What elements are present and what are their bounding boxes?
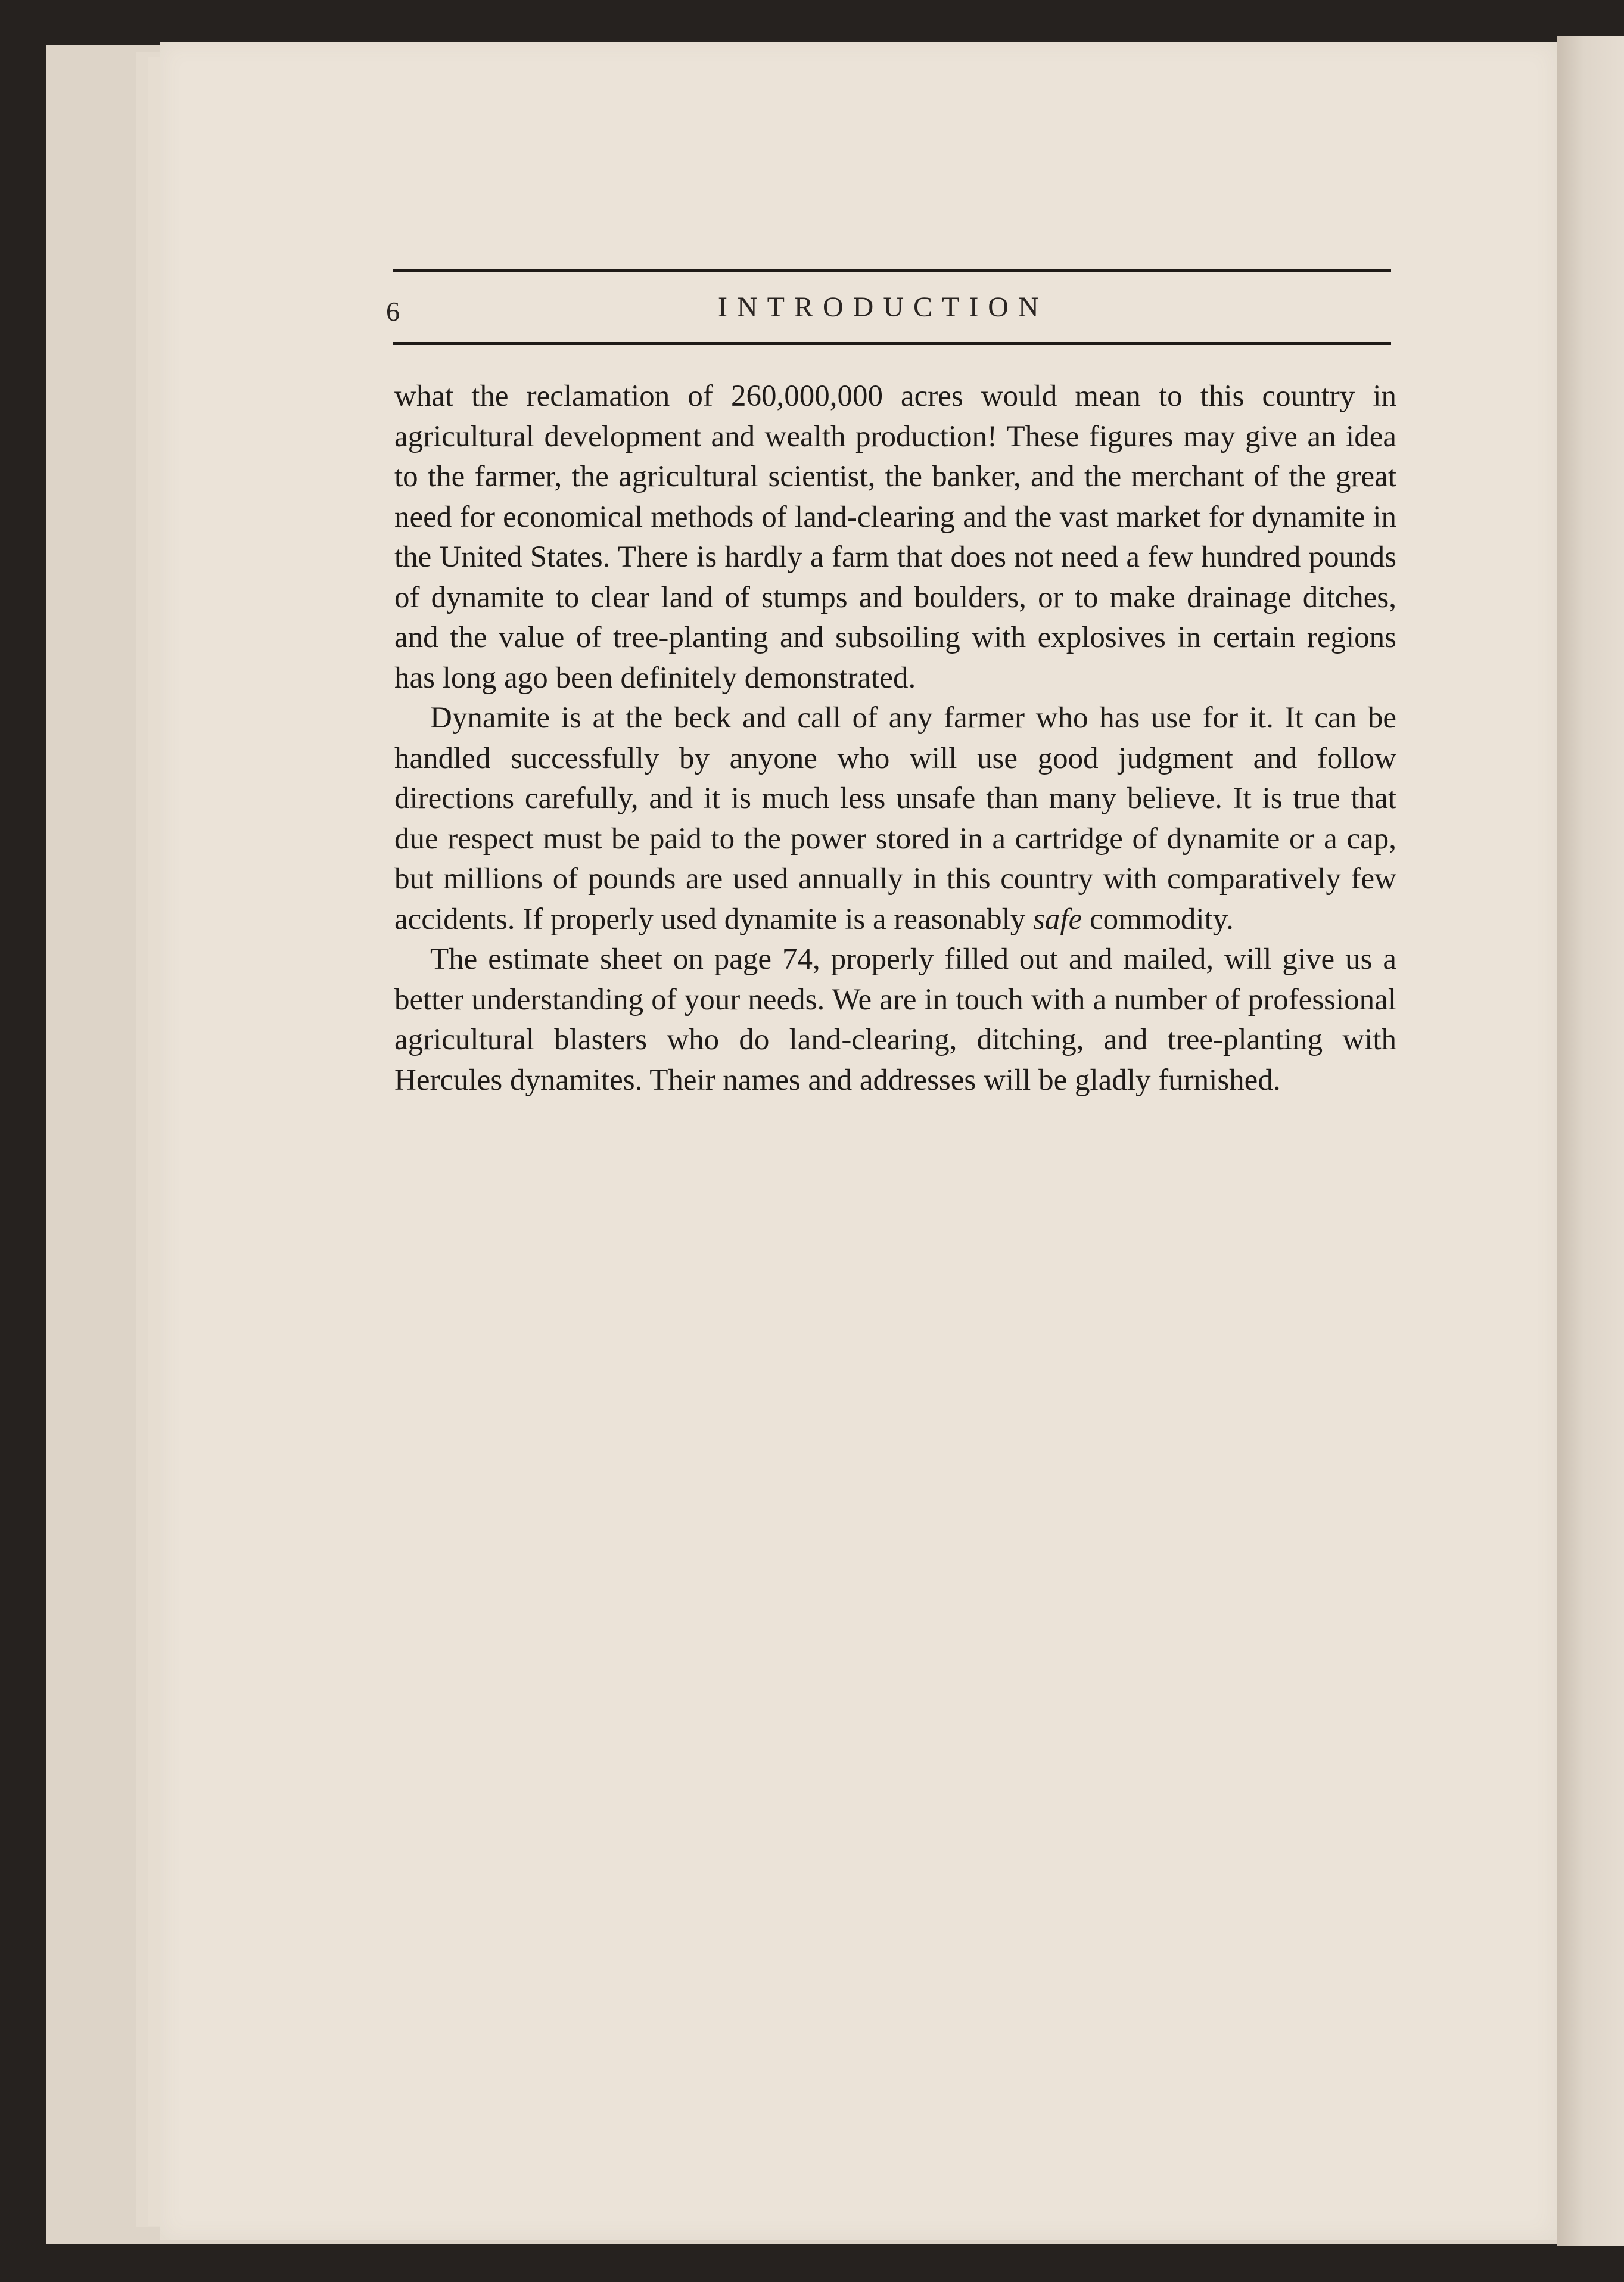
paragraph-1: what the reclamation of 260,000,000 acres would mean to this country in agricultural development and wealth production! These figures may give an idea to the farmer, the agricultural scientist, the banker, and the merchant of the great need for economical methods of land-clearing and the vast market for dynamite in the United States. There is hardly a farm that does not need a few hundred pounds of dynamite to clear land of stumps and boulders, or to make drainage ditches, and the value of tree-planting and subsoiling with explosives in certain regions has long ago been definitely demonstrated. — [394, 380, 1396, 695]
facing-page-edge — [1557, 36, 1624, 2246]
paragraph-2-text-after: commodity. — [1089, 902, 1234, 936]
header-rule-top — [393, 269, 1391, 272]
book-page — [160, 42, 1557, 2240]
running-head: INTRODUCTION — [718, 291, 1049, 323]
paragraph-2 — [394, 698, 1396, 940]
paragraph-2-text-before: Dynamite is at the beck and call of any farmer who has use for it. It can be handled successfully by anyone who will use good judgment and follow directions carefully, and it is much less unsafe than many believe. It is true that due respect must be paid to the power stored in a cartridge of dynamite or a cap, but millions of pounds are used annually in this country with comparatively few accidents. If properly used dynamite is a reasonably — [394, 701, 1396, 936]
body-text — [394, 377, 1396, 1100]
paragraph-3: The estimate sheet on page 74, properly filled out and mailed, will give us a better understanding of your needs. We are in touch with a number of professional agricultural blasters who do land-clearing, ditching, and tree-planting with Hercules dynamites. Their names and addresses will be gladly furnished. — [394, 943, 1396, 1097]
header-rule-bottom — [393, 342, 1391, 345]
paragraph-2-emphasis: safe — [1033, 902, 1082, 936]
page-number: 6 — [386, 296, 400, 327]
